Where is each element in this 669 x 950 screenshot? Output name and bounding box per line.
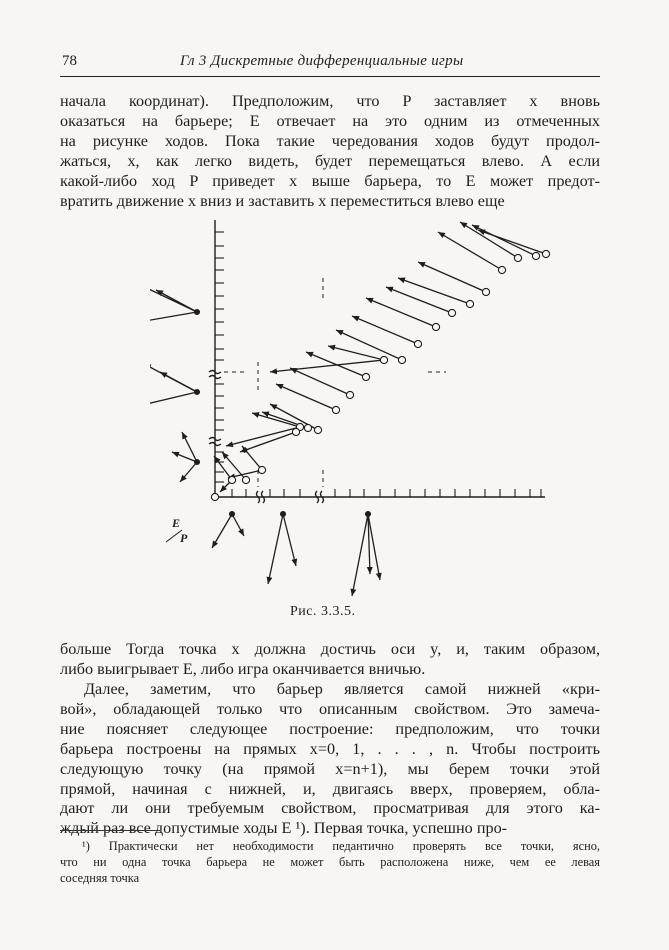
- move-arrow: [478, 230, 546, 254]
- text-line: прямой, начиная с нижней, и, двигаясь вверх, проверяем, обла-: [60, 779, 600, 798]
- move-arrow: [418, 262, 486, 292]
- barrier-point: [314, 426, 321, 433]
- barrier-point: [414, 340, 421, 347]
- page-number: 78: [62, 53, 77, 69]
- text-line: следующую точку (на прямой x=n+1), мы берем точки этой: [60, 759, 600, 778]
- fan-arrow: [150, 392, 197, 408]
- text-line: вратить движение x вниз и заставить x переместиться влево еще: [60, 191, 505, 210]
- dashed-lines: [224, 278, 446, 487]
- fan-arrow: [212, 514, 232, 548]
- paragraph-1: [60, 92, 600, 211]
- move-arrow: [336, 330, 402, 360]
- barrier-point: [228, 476, 235, 483]
- barrier-point: [292, 428, 299, 435]
- footnote-rule: [60, 830, 160, 831]
- text-line: оказаться на барьере; E отвечает на это одним из отмеченных: [60, 111, 600, 130]
- text-line: ждый раз все допустимые ходы E ¹). Первая точка, успешно про-: [60, 819, 508, 838]
- text-line: дают ли они требуемым свойством, просматривая для этого ка-: [60, 799, 600, 818]
- text-line: барьера построены на прямых x=0, 1, . . . , n. Чтобы построить: [60, 739, 600, 758]
- fan-arrow: [283, 514, 296, 566]
- move-arrow: [460, 222, 518, 258]
- barrier-point: [362, 373, 369, 380]
- barrier-point: [346, 391, 353, 398]
- axes: [209, 220, 545, 503]
- p-move-arrow: [270, 360, 384, 372]
- text-line: вой», обладающей только что описанным свойством. Это замеча-: [60, 699, 600, 718]
- paragraph-2: [60, 640, 600, 680]
- barrier-point: [448, 309, 455, 316]
- text-line: Далее, заметим, что барьер является самой нижней «кри-: [84, 680, 600, 698]
- text-line: какой-либо ход P приведет x выше барьера, то E может предот-: [60, 171, 600, 190]
- move-arrow: [398, 278, 470, 304]
- fan-arrow: [268, 514, 283, 584]
- barrier-point: [332, 406, 339, 413]
- fan-arrow: [352, 514, 368, 596]
- fan-arrow: [150, 312, 197, 326]
- barrier-point: [466, 300, 473, 307]
- text-line: на рисунке ходов. Пока такие чередования ходов будут продол-: [60, 131, 600, 150]
- text-line: ние поясняет следующее построение: предположим, что точки: [60, 719, 600, 738]
- barrier-point: [258, 466, 265, 473]
- fan-arrow: [160, 372, 197, 392]
- footnote: [60, 838, 600, 886]
- move-arrow: [290, 368, 350, 395]
- figure-caption: Рис. 3.3.5.: [290, 604, 356, 619]
- barrier-point: [482, 288, 489, 295]
- page-header: [60, 50, 600, 77]
- text-line: больше Тогда точка x должна достичь оси y, и, таким образом,: [60, 640, 600, 658]
- move-arrow: [222, 452, 246, 480]
- barrier-figure: [150, 215, 560, 610]
- barrier-point: [211, 493, 218, 500]
- barrier-point: [532, 252, 539, 259]
- label-e: E: [172, 516, 181, 530]
- fan-arrow: [156, 290, 197, 312]
- barrier-point: [304, 424, 311, 431]
- move-arrow: [276, 384, 336, 410]
- barrier-point: [432, 323, 439, 330]
- footnote-line: соседняя точка: [60, 871, 140, 885]
- barrier-point: [514, 254, 521, 261]
- label-p: P: [180, 531, 188, 545]
- barrier-points: [211, 250, 549, 500]
- text-line: либо выигрывает E, либо игра оканчивается вничью.: [60, 659, 426, 678]
- barrier-point: [242, 476, 249, 483]
- fan-arrow: [232, 514, 244, 536]
- barrier-point: [380, 356, 387, 363]
- paragraph-3: [60, 680, 600, 839]
- text-line: начала координат). Предположим, что P заставляет x вновь: [60, 92, 600, 110]
- footnote-line: что ни одна точка барьера не может быть расположена ниже, чем ее левая: [60, 855, 600, 869]
- move-arrow: [252, 413, 300, 427]
- barrier-point: [398, 356, 405, 363]
- move-legend: [150, 282, 380, 596]
- running-head: Гл 3 Дискретные дифференциальные игры: [180, 53, 464, 69]
- text-line: жаться, x, как легко видеть, будет перемещаться влево. А если: [60, 151, 600, 170]
- barrier-point: [498, 266, 505, 273]
- barrier-point: [542, 250, 549, 257]
- move-arrow: [386, 287, 452, 313]
- fan-arrow: [180, 462, 197, 482]
- move-arrow: [472, 225, 536, 256]
- move-arrow: [352, 316, 418, 344]
- move-arrow: [438, 232, 502, 270]
- axis-ticks: [215, 232, 541, 497]
- footnote-line: ¹) Практически нет необходимости педантично проверять все точки, ясно,: [82, 839, 600, 853]
- move-arrows: [214, 222, 546, 492]
